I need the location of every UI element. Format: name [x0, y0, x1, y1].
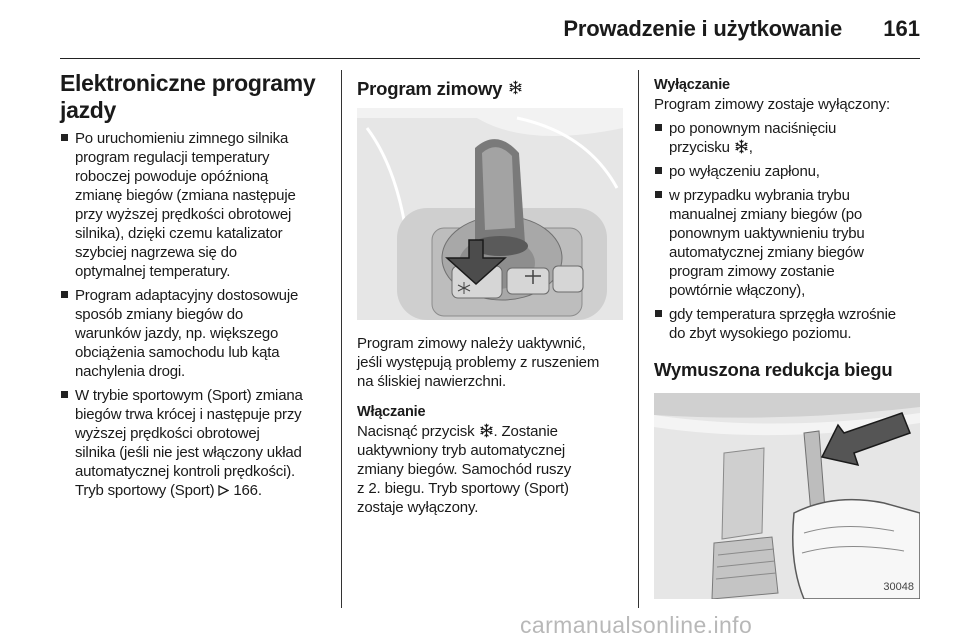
section-heading-electronic-programs: [60, 70, 328, 124]
subheading-activation: Włączanie: [357, 404, 426, 420]
line: zmiany biegów. Samochód ruszy: [357, 461, 572, 478]
line: program zimowy zostanie: [669, 263, 835, 280]
line: W trybie sportowym (Sport) zmiana: [75, 387, 303, 404]
line: z 2. biegu. Tryb sportowy (Sport): [357, 480, 569, 497]
sport-mode-reference[interactable]: [75, 481, 328, 500]
winter-program-description: [357, 334, 625, 391]
snowflake-icon: [479, 423, 494, 438]
heading-text: Program zimowy: [357, 78, 503, 99]
text: ,: [748, 139, 753, 156]
snowflake-icon: [508, 80, 526, 98]
kickdown-pedal-illustration: [654, 393, 920, 599]
reference-page: 166.: [229, 482, 262, 499]
reference-text: Tryb sportowy (Sport): [75, 482, 219, 499]
line: po wyłączeniu zapłonu,: [669, 163, 820, 180]
line: Program zimowy należy uaktywnić,: [357, 335, 586, 352]
line: obciążenia samochodu lub kąta: [75, 344, 280, 361]
bullet-item: [654, 162, 924, 181]
line: zostaje wyłączony.: [357, 499, 479, 516]
text: . Zostanie: [493, 423, 558, 440]
line: szybciej nagrzewa się do: [75, 244, 237, 261]
activation-text: [357, 422, 625, 517]
subheading-deactivation: Wyłączanie: [654, 77, 730, 93]
line: ponownym uaktywnieniu trybu: [669, 225, 865, 242]
line: powtórnie włączony),: [669, 282, 806, 299]
line: [357, 422, 625, 441]
line: uaktywniony tryb automatycznej: [357, 442, 566, 459]
bullet-item: [60, 386, 328, 500]
line: roboczej powoduje opóźnioną: [75, 168, 269, 185]
gear-selector-illustration: [357, 108, 623, 320]
line: jeśli występują problemy z ruszeniem: [357, 354, 600, 371]
text: Nacisnąć przycisk: [357, 423, 479, 440]
deactivation-list: [654, 119, 924, 343]
line: przy wyższej prędkości obrotowej: [75, 206, 292, 223]
line: biegów trwa krócej i następuje przy: [75, 406, 302, 423]
line: automatycznej zmiany biegów: [669, 244, 864, 261]
page-header: [0, 0, 960, 62]
line: zmianę biegów (zmiana następuje: [75, 187, 296, 204]
watermark: carmanualsonline.info: [520, 612, 753, 638]
line: [669, 138, 924, 157]
line: sposób zmiany biegów do: [75, 306, 244, 323]
line: po ponownym naciśnięciu: [669, 120, 837, 137]
bullet-item: [60, 286, 328, 381]
line: automatycznej kontroli prędkości).: [75, 463, 295, 480]
snowflake-icon: [734, 139, 749, 154]
deactivation-intro: Program zimowy zostaje wyłączony:: [654, 96, 890, 113]
line: optymalnej temperatury.: [75, 263, 231, 280]
header-title: Prowadzenie i użytkowanie: [563, 16, 842, 41]
line: do zbyt wysokiego poziomu.: [669, 325, 852, 342]
column-winter-program: [357, 70, 625, 517]
line: w przypadku wybrania trybu: [669, 187, 850, 204]
section-heading-kickdown: Wymuszona redukcja biegu: [654, 359, 893, 380]
line: gdy temperatura sprzęgła wzrośnie: [669, 306, 896, 323]
line: program regulacji temperatury: [75, 149, 270, 166]
bullet-item: [654, 305, 924, 343]
figure-code: 30048: [883, 581, 914, 593]
line: manualnej zmiany biegów (po: [669, 206, 863, 223]
header-rule: [60, 58, 920, 59]
text: przycisku: [669, 139, 734, 156]
reference-arrow-icon: [218, 482, 229, 499]
heading-line: jazdy: [60, 97, 117, 123]
line: Program adaptacyjny dostosowuje: [75, 287, 299, 304]
heading-line: Elektroniczne programy: [60, 70, 316, 96]
line: nachylenia drogi.: [75, 363, 186, 380]
page-number: 161: [883, 16, 920, 41]
column-electronic-programs: [60, 70, 328, 500]
column-deactivation: [654, 70, 924, 599]
column-divider-1: [341, 70, 342, 608]
line: wyższej prędkości obrotowej: [75, 425, 260, 442]
bullet-item: [654, 186, 924, 300]
line: silnika (jeśli nie jest włączony układ: [75, 444, 302, 461]
line: warunków jazdy, np. większego: [75, 325, 279, 342]
bullet-item: [60, 129, 328, 281]
program-bullet-list: [60, 129, 328, 500]
line: Po uruchomieniu zimnego silnika: [75, 130, 289, 147]
column-divider-2: [638, 70, 639, 608]
line: silnika), dzięki czemu katalizator: [75, 225, 283, 242]
section-heading-winter-program: [357, 78, 625, 100]
bullet-item: [654, 119, 924, 157]
line: na śliskiej nawierzchni.: [357, 373, 506, 390]
